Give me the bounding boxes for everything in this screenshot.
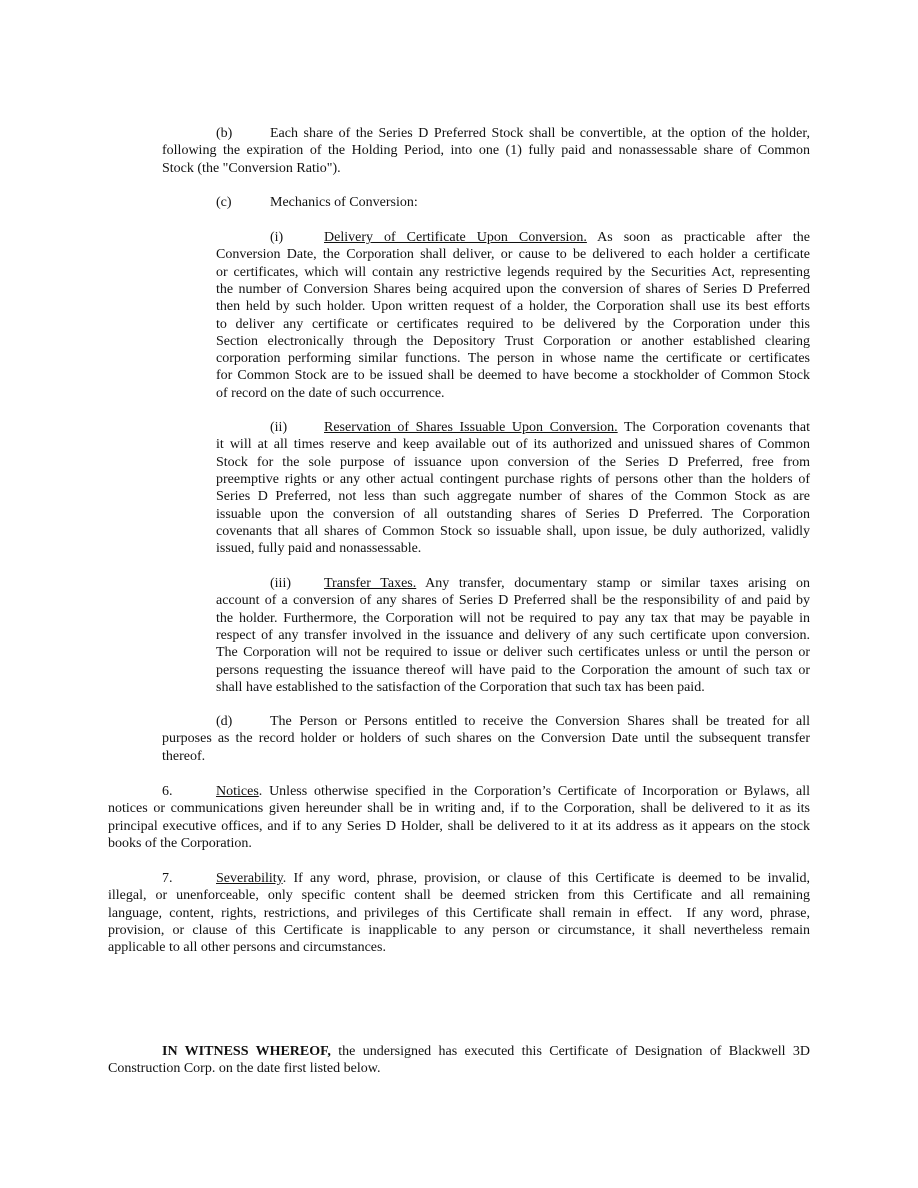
text-line [162,1043,810,1060]
line-text: to deliver any certificate or certificates required to be delivered by the Corporation under this [216,316,810,332]
line-text: or certificates, which will contain any restrictive legends required by the Securities Act, representing [216,264,810,280]
text-line [108,922,810,939]
text-line [216,783,810,800]
text-line [216,662,810,679]
line-text: Each share of the Series D Preferred Stock shall be convertible, at the option of the holder, [270,126,810,141]
text-line [216,350,810,367]
text-line [216,610,810,627]
line-text: notices or communications given hereunder shall be in writing and, if to the Corporation, shall be delivered to it as its [108,801,810,817]
line-text: principal executive offices, and if to any Series D Holder, shall be delivered to it at its address as it appears on the stock [108,818,810,834]
text-line [270,713,810,730]
line-text: the holder. Furthermore, the Corporation will not be required to pay any tax that may be payable in [216,610,810,626]
line-text: The Corporation covenants that [617,420,810,435]
text-line [108,939,810,956]
text-line [216,870,810,887]
text-line [108,887,810,904]
paragraph-number: (d) [216,714,233,729]
text-line [216,436,810,453]
text-line [216,246,810,263]
line-text: the number of Conversion Shares being acquired upon the conversion of shares of Series D Preferred [216,281,810,297]
text-line [216,523,810,540]
line-text: Stock for the sole purpose of issuance upon conversion of the Series D Preferred, free from [216,454,810,470]
line-text: books of the Corporation. [108,835,252,851]
line-text: Mechanics of Conversion: [270,195,418,210]
line-text: account of a conversion of any shares of Series D Preferred shall be the responsibility of and paid by [216,593,810,609]
text-line [216,471,810,488]
text-line [216,264,810,281]
line-text: The Corporation will not be required to issue or deliver such certificates unless or until the person or [216,645,810,661]
paragraph-number: 7. [162,871,173,886]
line-text: purposes as the record holder or holders of such shares on the Conversion Date until the subsequent transfer [162,731,810,747]
section-heading: Severability [216,871,283,886]
text-line [324,419,810,436]
text-line [216,627,810,644]
text-line [216,679,810,696]
text-line [216,644,810,661]
line-text: for Common Stock are to be issued shall be deemed to have become a stockholder of Common Stock [216,368,810,384]
text-line [108,818,810,835]
paragraph-number: (b) [216,126,233,141]
line-text: persons requesting the issuance thereof will have paid to the Corporation the amount of such tax or [216,662,810,678]
text-line [216,592,810,609]
text-line [162,160,810,177]
text-line [216,506,810,523]
line-text: the undersigned has executed this Certificate of Designation of Blackwell 3D [330,1044,810,1059]
section-heading: Notices [216,784,259,799]
text-line [216,298,810,315]
line-text: it will at all times reserve and keep available out of its authorized and unissued shares of Common [216,437,810,453]
line-text: Series D Preferred, not less than such aggregate number of shares of the Common Stock as are [216,489,810,505]
text-line [270,194,810,211]
line-text: corporation performing similar functions. The person in whose name the certificate or certificates [216,351,810,367]
paragraph-number: (c) [216,195,232,210]
section-heading: Delivery of Certificate Upon Conversion. [324,230,587,245]
text-line [216,385,810,402]
paragraph-number: (ii) [270,420,288,435]
text-line [162,142,810,159]
text-line [108,835,810,852]
line-text: . Unless otherwise specified in the Corporation’s Certificate of Incorporation or Bylaws, all [258,784,810,799]
text-line [216,281,810,298]
line-text: applicable to all other persons and circumstances. [108,940,386,956]
paragraph-number: 6. [162,784,173,799]
text-line [108,905,810,922]
text-line [108,800,810,817]
line-text: of record on the date of such occurrence. [216,385,445,401]
text-line [216,367,810,384]
text-line [216,488,810,505]
text-line [108,1060,810,1077]
line-text: respect of any transfer involved in the issuance and delivery of any such certificate upon conversion. [216,627,810,643]
line-text: Stock (the "Conversion Ratio"). [162,160,341,176]
text-line [162,730,810,747]
section-heading: Transfer Taxes. [324,576,417,591]
line-text: Section electronically through the Depository Trust Corporation or another established clearing [216,333,810,349]
line-text: Construction Corp. on the date first listed below. [108,1061,381,1077]
line-text: As soon as practicable after the [586,230,810,245]
text-line [216,454,810,471]
text-line [216,316,810,333]
line-text: following the expiration of the Holding Period, into one (1) fully paid and nonassessable share of Common [162,143,810,159]
line-text: illegal, or unenforceable, only specific content shall be deemed stricken from this Certificate and all remaining [108,888,810,904]
line-text: Conversion Date, the Corporation shall deliver, or cause to be delivered to each holder a certificate [216,247,810,263]
paragraph-number: (i) [270,230,284,245]
text-line [216,333,810,350]
text-line [216,540,810,557]
line-text: provision, or clause of this Certificate is inapplicable to any person or circumstance, it shall nevertheless remain [108,922,810,938]
line-text: shall have established to the satisfaction of the Corporation that such tax has been paid. [216,679,705,695]
line-text: Any transfer, documentary stamp or similar taxes arising on [416,576,810,591]
line-text: issuable upon the conversion of all outstanding shares of Series D Preferred. The Corporation [216,506,810,522]
line-text: . If any word, phrase, provision, or clause of this Certificate is deemed to be invalid, [282,871,810,886]
text-line [270,125,810,142]
section-heading: IN WITNESS WHEREOF, [162,1044,331,1059]
text-line [324,575,810,592]
section-heading: Reservation of Shares Issuable Upon Conversion. [324,420,618,435]
line-text: thereof. [162,748,206,764]
line-text: covenants that all shares of Common Stock so issuable shall, upon issue, be duly authorized, validly [216,523,810,539]
text-line [162,748,810,765]
line-text: The Person or Persons entitled to receive the Conversion Shares shall be treated for all [270,714,810,729]
line-text: preemptive rights or any other actual contingent purchase rights of persons other than the holders of [216,471,810,487]
line-text: language, content, rights, restrictions, and privileges of this Certificate shall remain in effect. If any word, phrase, [108,905,810,921]
text-line [324,229,810,246]
line-text: issued, fully paid and nonassessable. [216,541,422,557]
line-text: then held by such holder. Upon written request of a holder, the Corporation shall use its best efforts [216,299,810,315]
paragraph-number: (iii) [270,576,291,591]
